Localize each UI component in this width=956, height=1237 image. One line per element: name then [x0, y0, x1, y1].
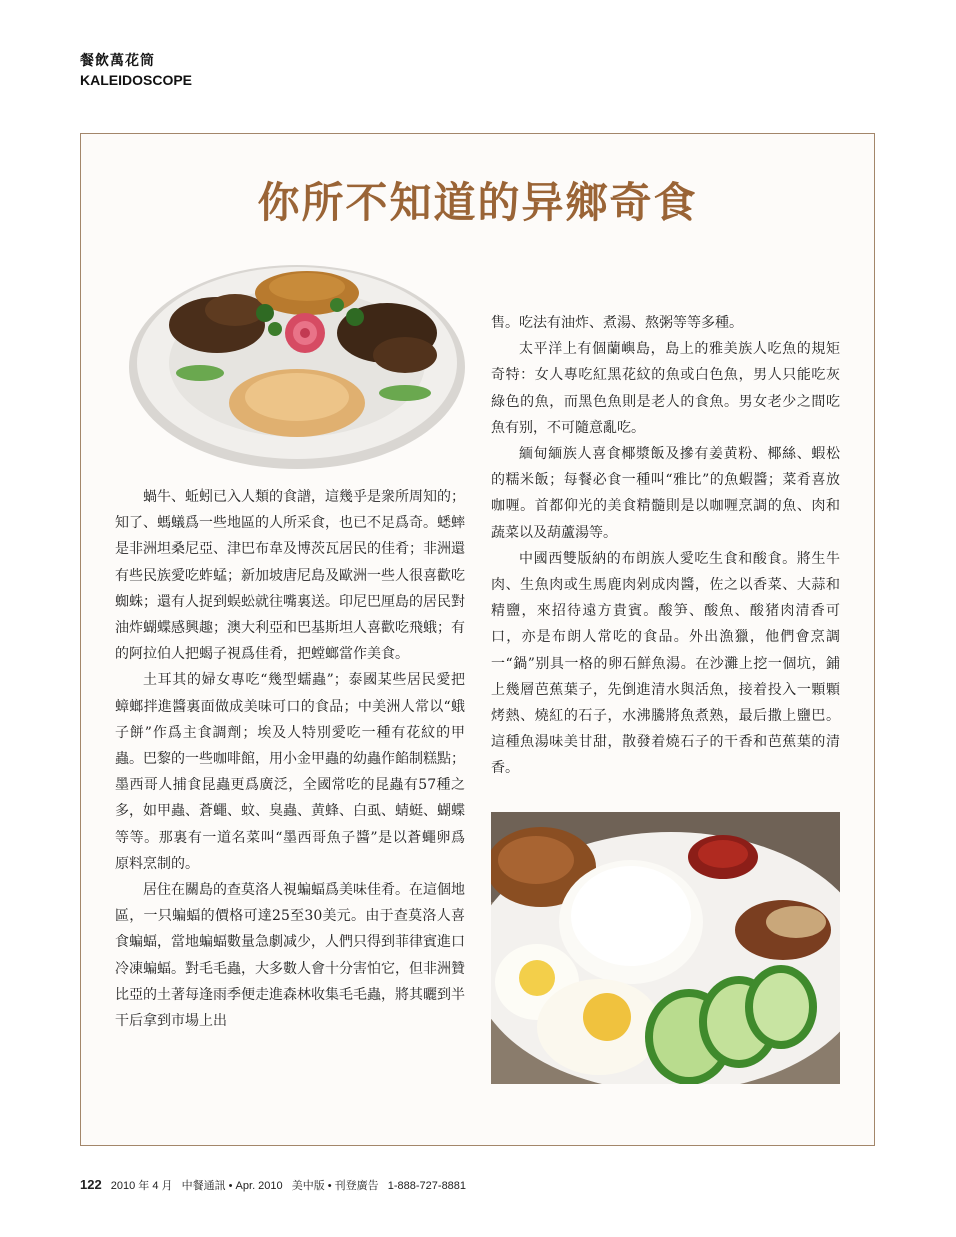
paragraph-continued: 售。吃法有油炸、煮湯、熬粥等等多種。 — [491, 315, 743, 331]
page-footer — [80, 1177, 472, 1193]
phone-number: 1-888-727-8881 — [387, 1180, 467, 1192]
section-title-english: KALEIDOSCOPE — [80, 72, 193, 88]
paragraph: 蝸牛、蚯蚓已入人類的食譜，這幾乎是衆所周知的；知了、螞蟻爲一些地區的人所采食，也已不足爲奇。蟋蟀是非洲坦桑尼亞、津巴布韋及博茨瓦居民的佳肴；非洲還有些民族愛吃蚱蜢；新加坡唐尼島及歐洲一些人很喜歡吃蜘蛛；還有人捉到蜈蚣就往嘴裏送。印尼巴厘島的居民對油炸蝴蝶感興趣；澳大利亞和巴基斯坦人喜歡吃飛蛾；有的阿拉伯人把蝎子視爲佳肴，把螳螂當作美食。 — [115, 489, 465, 663]
insect-platter-photo — [125, 255, 465, 473]
rice-plate-photo — [491, 812, 840, 1084]
article-column-right — [491, 310, 840, 782]
edition-label: 美中版 • 刊登廣告 — [291, 1180, 379, 1192]
paragraph: 居住在關島的查莫洛人視蝙蝠爲美味佳肴。在這個地區，一只蝙蝠的價格可達25至30美元。由于查莫洛人喜食蝙蝠，當地蝙蝠數量急劇减少，人們只得到菲律賓進口冷凍蝙蝠。對毛毛蟲，大多數人會十分害怕它，但非洲贊比亞的土著每逢雨季便走進森林收集毛毛蟲，將其曬到半干后拿到市場上出 — [115, 882, 465, 1030]
paragraph: 緬甸緬族人喜食椰漿飯及摻有姜黄粉、椰絲、蝦松的糯米飯；每餐必食一種叫“雅比”的魚蝦醬；菜肴喜放咖喱。首都仰光的美食精髓則是以咖喱烹調的魚、肉和蔬菜以及葫蘆湯等。 — [491, 446, 840, 541]
issue-date: 2010 年 4 月 — [110, 1180, 173, 1192]
paragraph: 中國西雙版納的布朗族人愛吃生食和酸食。將生牛肉、生魚肉或生馬鹿肉剁成肉醬，佐之以香菜、大蒜和精鹽，來招待遠方貴賓。酸笋、酸魚、酸猪肉清香可口，亦是布朗人常吃的食品。外出漁獵，他們會烹調一“鍋”别具一格的卵石鮮魚湯。在沙灘上挖一個坑，鋪上幾層芭蕉葉子，先倒進清水與活魚，接着投入一顆顆烤熱、燒紅的石子，水沸騰將魚煮熟，最后撒上鹽巴。這種魚湯味美甘甜，散發着燒石子的干香和芭蕉葉的清香。 — [491, 550, 840, 777]
paragraph: 太平洋上有個蘭嶼島，島上的雅美族人吃魚的規矩奇特：女人專吃紅黑花紋的魚或白色魚，男人只能吃灰綠色的魚，而黑色魚則是老人的食魚。男女老少之間吃魚有别，不可隨意亂吃。 — [491, 341, 840, 436]
article-title: 你所不知道的异鄉奇食 — [257, 178, 698, 227]
page-number: 122 — [80, 1177, 102, 1192]
paragraph: 土耳其的婦女專吃“幾型蠕蟲”；泰國某些居民愛把蟑螂拌進醬裏面做成美味可口的食品；中美洲人常以“蛾子餅”作爲主食調劑；埃及人特別愛吃一種有花紋的甲蟲。巴黎的一些咖啡館，用小金甲蟲的幼蟲作餡制糕點；墨西哥人捕食昆蟲更爲廣泛，全國常吃的昆蟲有57種之多，如甲蟲、蒼蠅、蚊、臭蟲、黄蜂、白虱、蜻蜓、蝴蝶等等。那裏有一道名菜叫“墨西哥魚子醬”是以蒼蠅卵爲原料烹制的。 — [115, 672, 465, 872]
section-title-chinese: 餐飲萬花筒 — [80, 53, 155, 69]
publication-name: 中餐通訊 • Apr. 2010 — [181, 1180, 283, 1192]
article-column-left — [115, 484, 465, 1034]
